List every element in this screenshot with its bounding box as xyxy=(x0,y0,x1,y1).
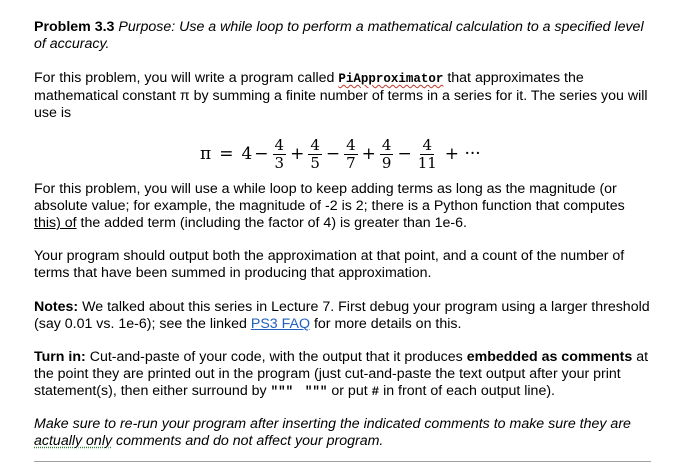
notes-text-after: for more details on this. xyxy=(310,316,462,332)
fraction-denominator: 7 xyxy=(346,153,356,172)
fraction-denominator: 5 xyxy=(310,153,320,172)
equation-fraction xyxy=(273,137,287,172)
fraction-numerator: 4 xyxy=(274,135,285,154)
output-paragraph: Your program should output both the approximation at that point, and a count of the number of terms that have been summed in producing that approximation. xyxy=(34,248,625,281)
reminder-dotted: actually only xyxy=(34,433,113,449)
equation-equals: = xyxy=(219,144,234,164)
loop-text-after: the added term (including the factor of 4) is greater than 1e-6. xyxy=(76,215,467,231)
intro-text-after: that approximates the mathematical constant π by summing a finite number of terms in a series for it. The series you will use is xyxy=(34,70,648,121)
turnin-text-before: Cut-and-paste of your code, with the output that it produces xyxy=(85,349,467,365)
notes-label: Notes: xyxy=(34,299,79,315)
equation-fraction xyxy=(344,137,358,172)
turnin-text-after: in front of each output line). xyxy=(379,383,556,399)
equation-lhs: π xyxy=(200,144,212,164)
fraction-denominator: 11 xyxy=(417,153,437,172)
fraction-numerator: 4 xyxy=(422,135,433,154)
equation-fraction xyxy=(380,137,394,172)
bottom-divider xyxy=(34,461,651,462)
turnin-paragraph xyxy=(34,349,654,401)
loop-paragraph xyxy=(34,181,654,232)
turnin-emphasis: embedded as comments xyxy=(466,349,633,365)
problem-heading: Problem 3.3 xyxy=(34,19,115,35)
fraction-denominator: 3 xyxy=(274,153,285,172)
turnin-or-put: or put xyxy=(327,383,372,399)
loop-text-before: For this problem, you will use a while loop to keep adding terms as long as the magnitude (or absolute value; for example, the magnitude of -2 is 2; there is a Python function that computes xyxy=(34,181,625,214)
reminder-paragraph xyxy=(34,416,654,450)
reminder-text-before: Make sure to re-run your program after inserting the indicated comments to make sure they are xyxy=(34,416,631,432)
fraction-denominator: 9 xyxy=(381,153,392,172)
notes-paragraph xyxy=(34,299,654,333)
notes-text-before: We talked about this series in Lecture 7. First debug your program using a larger threshold (say 0.01 vs. 1e-6); see the linked xyxy=(34,299,650,332)
fraction-numerator: 4 xyxy=(310,135,320,154)
turnin-text-middle: at the point they are printed out in the program (just cut-and-paste the text output after your print statement(s), then either surround by xyxy=(34,349,649,399)
program-name: PiApproximator xyxy=(338,72,444,86)
intro-paragraph xyxy=(34,70,654,122)
turnin-label: Turn in: xyxy=(34,349,86,365)
problem-purpose: Purpose: Use a while loop to perform a mathematical calculation to a specified level of accuracy. xyxy=(34,19,644,52)
problem-statement xyxy=(34,19,654,53)
equation-operator: − xyxy=(397,144,412,164)
equation-first-term: 4 xyxy=(241,144,253,164)
triple-quote-close: """ xyxy=(304,385,328,399)
equation-fraction xyxy=(416,137,439,172)
triple-quote-open: """ xyxy=(270,385,294,399)
equation-fraction xyxy=(308,137,322,172)
intro-text-before: For this problem, you will write a program called xyxy=(34,70,339,86)
loop-text-underlined: this) of xyxy=(34,215,77,231)
equation-operator: − xyxy=(325,144,341,164)
fraction-numerator: 4 xyxy=(381,135,392,154)
series-equation xyxy=(200,132,483,176)
equation-tail: + ··· xyxy=(444,144,481,164)
equation-terms xyxy=(252,137,441,172)
equation-operator: − xyxy=(254,144,269,164)
equation-operator: + xyxy=(290,144,305,164)
hash-symbol: # xyxy=(371,385,380,399)
ps3-faq-link[interactable]: PS3 FAQ xyxy=(250,316,311,332)
equation-operator: + xyxy=(361,144,376,164)
reminder-text-after: comments and do not affect your program. xyxy=(112,433,384,449)
fraction-numerator: 4 xyxy=(346,135,356,154)
